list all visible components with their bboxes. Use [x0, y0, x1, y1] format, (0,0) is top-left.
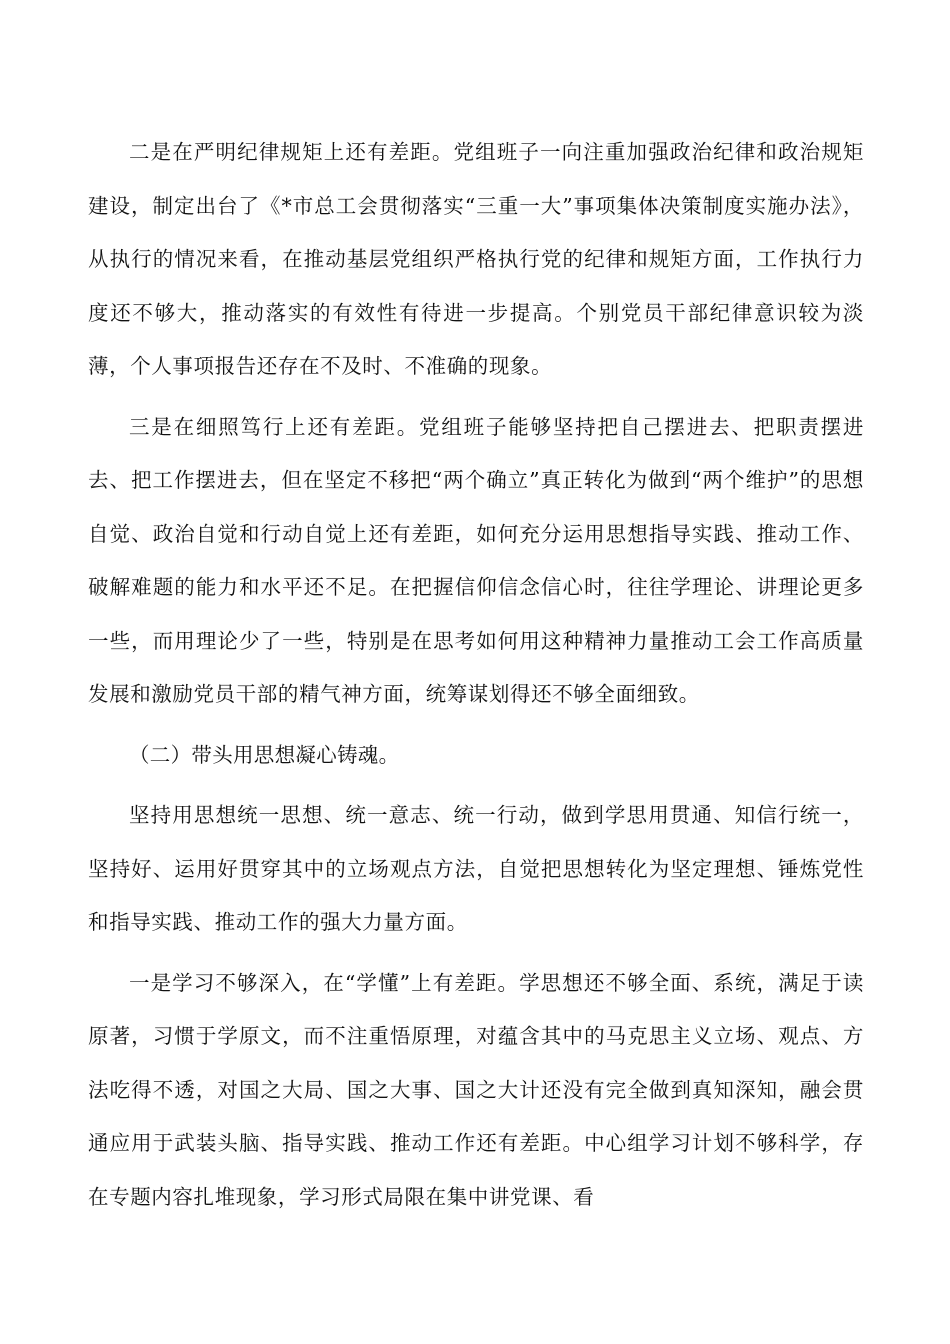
document-body: [88, 126, 864, 1231]
section-heading: （二）带头用思想凝心铸魂。: [129, 742, 400, 767]
paragraph-practice-gap: 三是在细照笃行上还有差距。党组班子能够坚持把自己摆进去、把职责摆进去、把工作摆进去，但在坚定不移把“两个确立”真正转化为做到“两个维护”的思想自觉、政治自觉和行动自觉上还有差距，如何充分运用思想指导实践、推动工作、破解难题的能力和水平还不足。在把握信仰信念信心时，往往学理论、讲理论更多一些，而用理论少了一些，特别是在思考如何用这种精神力量推动工会工作高质量发展和激励党员干部的精气神方面，统筹谋划得还不够全面细致。: [88, 414, 864, 706]
paragraph-study-gap: 一是学习不够深入，在“学懂”上有差距。学思想还不够全面、系统，满足于读原著，习惯于学原文，而不注重悟原理，对蕴含其中的马克思主义立场、观点、方法吃得不透，对国之大局、国之大事、国之大计还没有完全做到真知深知，融会贯通应用于武装头脑、指导实践、推动工作还有差距。中心组学习计划不够科学，存在专题内容扎堆现象，学习形式局限在集中讲党课、看: [88, 970, 864, 1209]
paragraph-thought-unity: 坚持用思想统一思想、统一意志、统一行动，做到学思用贯通、知信行统一，坚持好、运用好贯穿其中的立场观点方法，自觉把思想转化为坚定理想、锤炼党性和指导实践、推动工作的强大力量方面。: [88, 803, 864, 934]
paragraph-discipline-gap: 二是在严明纪律规矩上还有差距。党组班子一向注重加强政治纪律和政治规矩建设，制定出台了《*市总工会贯彻落实“三重一大”事项集体决策制度实施办法》，从执行的情况来看，在推动基层党组织严格执行党的纪律和规矩方面，工作执行力度还不够大，推动落实的有效性有待进一步提高。个别党员干部纪律意识较为淡薄，个人事项报告还存在不及时、不准确的现象。: [88, 140, 864, 378]
